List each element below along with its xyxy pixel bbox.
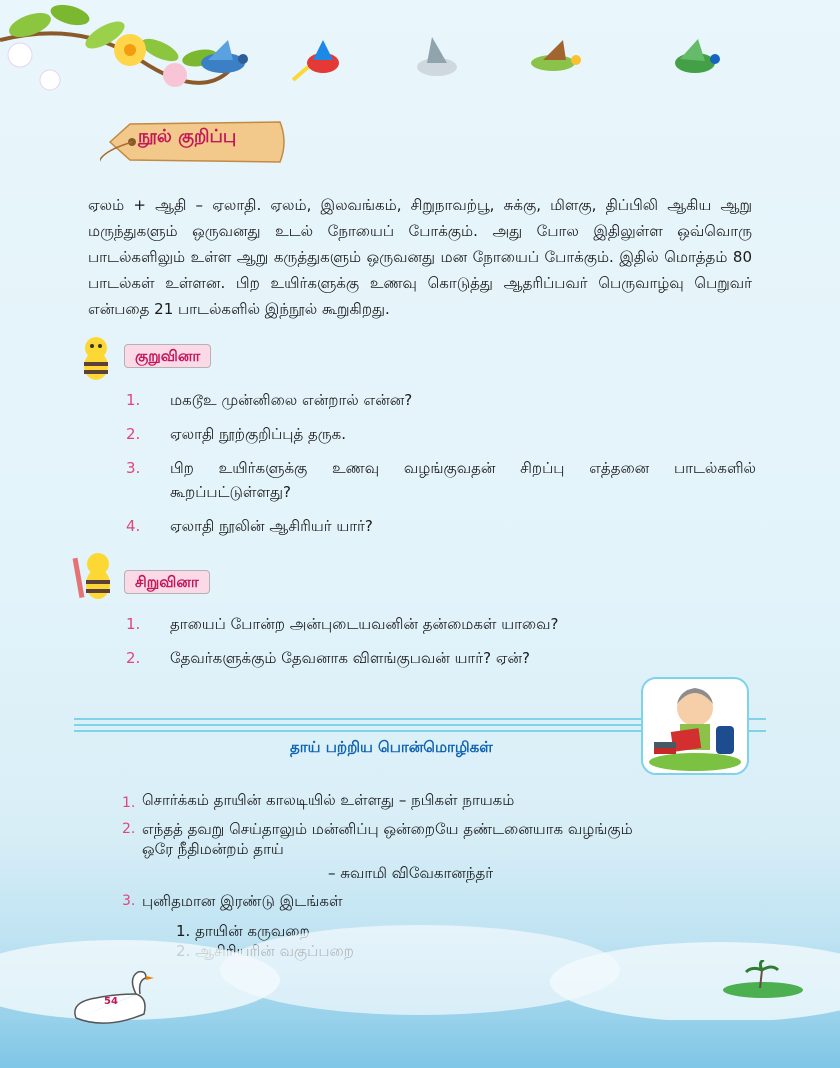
proverb-text: புனிதமான இரண்டு இடங்கள் [142, 892, 343, 910]
question-number: 1. [126, 391, 141, 409]
proverb-sub-item: ஆசிரியரின் [195, 942, 275, 960]
question-text: மகடூஉ முன்னிலை என்றால் என்ன? [170, 391, 413, 409]
proverb-author: – சுவாமி விவேகானந்தர் [328, 864, 494, 882]
bee-with-pencil-icon [72, 544, 120, 606]
question-text: ஏலாதி நூற்குறிப்புத் தருக. [170, 425, 347, 443]
proverb-text-continued: ஒரே நீதிமன்றம் தாய் [142, 840, 284, 858]
proverb-number: 2. [122, 821, 136, 837]
island-icon [718, 960, 808, 1000]
question-number: 3. [126, 459, 141, 477]
dove-icon [402, 35, 472, 85]
list-item [122, 819, 722, 839]
proverb-text: எந்தத் தவறு செய்தாலும் மன்னிப்பு ஒன்றையே தண்டனையாக வழங்கும் [142, 820, 633, 838]
list-item [122, 790, 722, 813]
kuruvina-section-title: குறுவினா [124, 344, 211, 368]
bee-eater-bird-icon [518, 35, 588, 85]
proverb-text: சொர்க்கம் தாயின் காலடியில் உள்ளது – நபிகள் நாயகம் [142, 791, 515, 809]
question-text: ஏலாதி நூலின் ஆசிரியர் யார்? [170, 517, 373, 535]
question-text: தேவர்களுக்கும் தேவனாக விளங்குபவன் யார்? ஏன்? [170, 649, 531, 667]
siruvina-section-title: சிறுவினா [124, 570, 210, 594]
question-text: பிற உயிர்களுக்கு உணவு வழங்குவதன் சிறப்பு எத்தனை பாடல்களில் கூறப்பட்டுள்ளது? [170, 459, 756, 501]
intro-paragraph: ஏலம் + ஆதி – ஏலாதி. ஏலம், இலவங்கம், சிறுநாவற்பூ, சுக்கு, மிளகு, திப்பிலி ஆகிய ஆறு மருந்துகளும் ஒருவனது உடல் நோயைப் போக்கும். அது போல இதிலுள்ள ஒவ்வொரு பாடல்களிலும் உள்ள ஆறு கருத்துகளும் ஒருவனது மன நோயைப் போக்கும். இதில் மொத்தம் 80 பாடல்கள் உள்ளன. பிற உயிர்களுக்கு உணவு கொடுத்து ஆதரிப்பவர் பெருவாழ்வு பெறுவர் என்பதை 21 பாடல்களில் இந்நூல் கூறுகிறது. [88, 196, 752, 318]
question-number: 2. [126, 425, 141, 443]
proverb-number: 1. [122, 795, 136, 811]
parrot-icon [288, 35, 358, 85]
divider [74, 724, 644, 726]
question-number: 1. [126, 615, 141, 633]
question-number: 2. [126, 649, 141, 667]
list-item [126, 646, 756, 670]
divider [74, 718, 644, 720]
list-item [126, 612, 756, 636]
divider [74, 730, 644, 732]
proverb-sub-item: 1. தாயின் கருவறை [176, 922, 310, 940]
proverb-number: 3. [122, 893, 136, 909]
siruvina-question-list [126, 612, 756, 670]
boy-reading-illustration [640, 676, 750, 776]
page-number: 54 [104, 996, 118, 1007]
list-item [126, 422, 756, 446]
bird-icon [188, 35, 258, 85]
book-note-title: நூல் குறிப்பு [138, 126, 237, 147]
list-item [126, 514, 756, 538]
list-item [126, 388, 756, 412]
question-text: தாயைப் போன்ற அன்புடையவனின் தன்மைகள் யாவை? [170, 615, 559, 633]
question-number: 4. [126, 517, 141, 535]
green-bird-icon [660, 35, 730, 85]
bee-mascot-icon [74, 332, 116, 382]
list-item [126, 456, 756, 504]
kuruvina-question-list [126, 388, 756, 538]
proverbs-section-title: தாய் பற்றிய பொன்மொழிகள் [290, 738, 493, 756]
